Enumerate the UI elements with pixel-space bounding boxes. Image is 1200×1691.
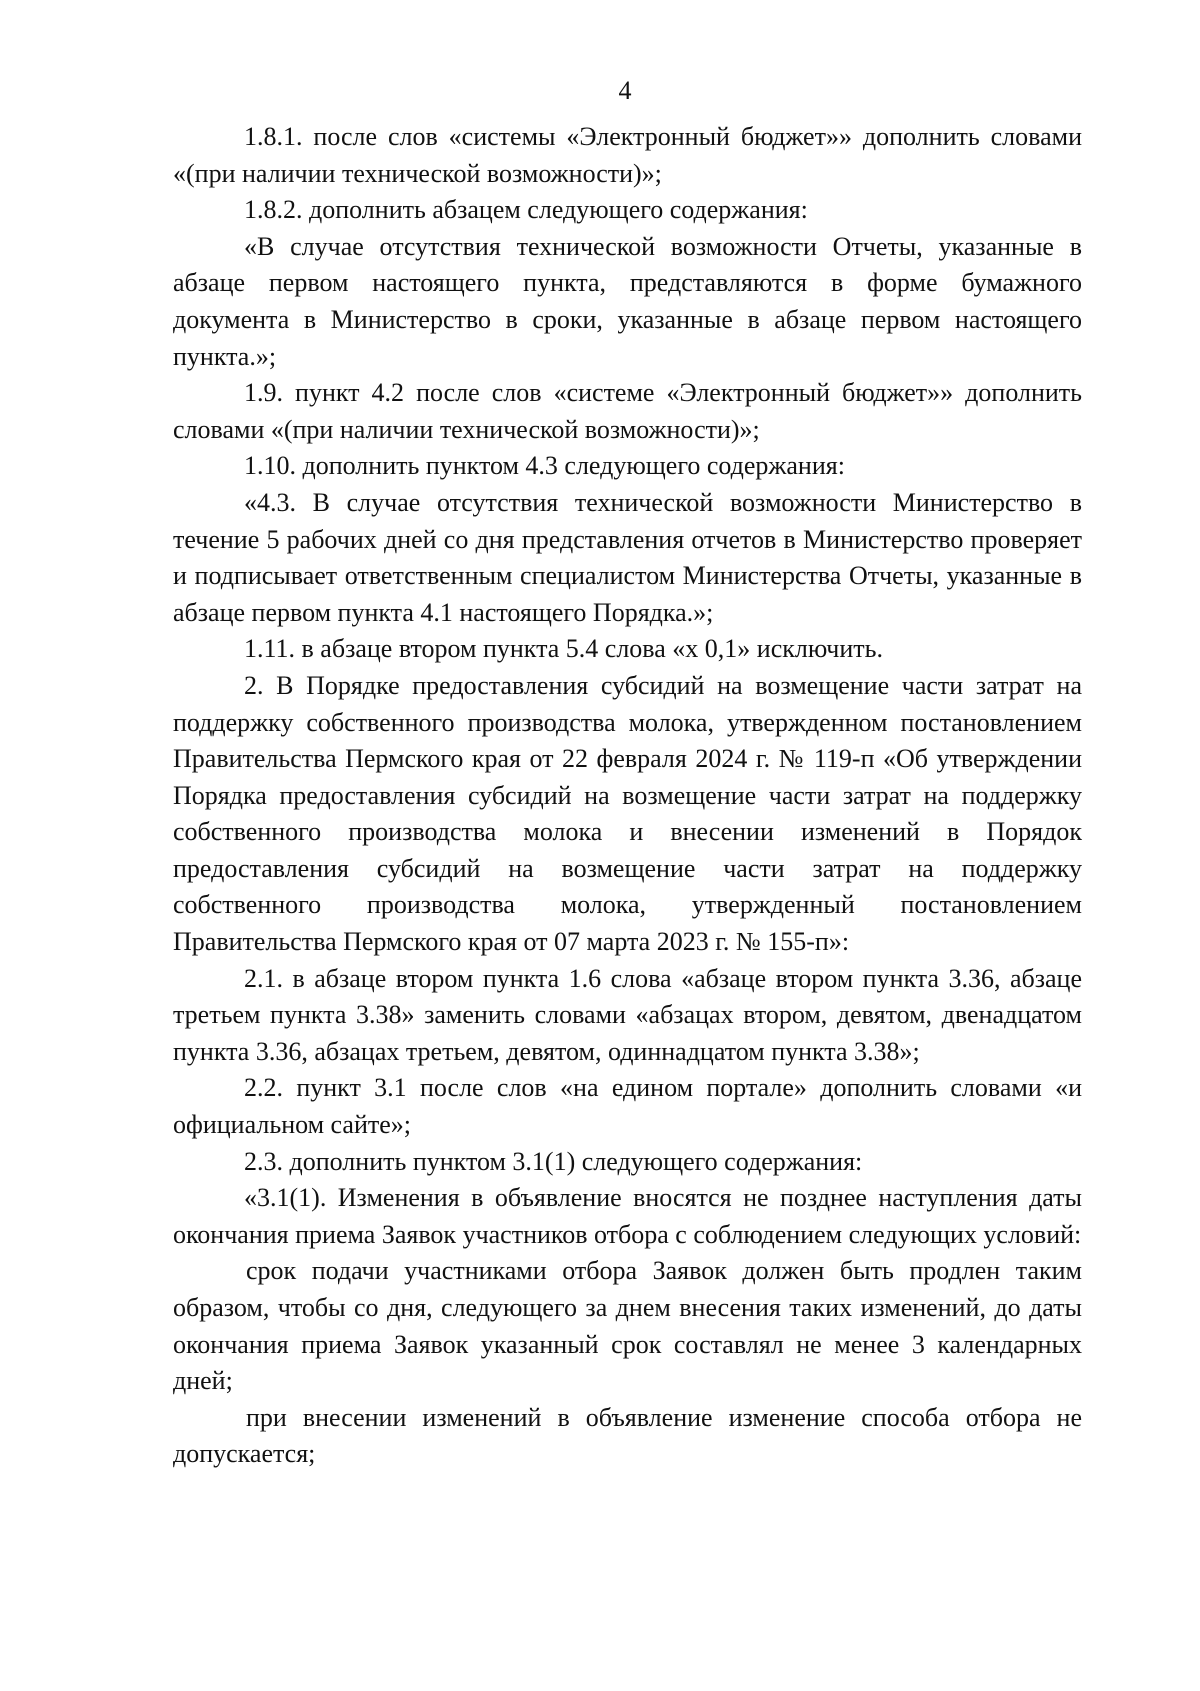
- paragraph-1-8-2-quote: «В случае отсутствия технической возможности Отчеты, указанные в абзаце первом настоящего пункта, представляются в форме бумажного документа в Министерство в сроки, указанные в абзаце первом настоящего пункта.»;: [173, 231, 1082, 371]
- paragraph-2-3: 2.3. дополнить пунктом 3.1(1) следующего содержания:: [244, 1146, 863, 1176]
- paragraph-1-8-2: 1.8.2. дополнить абзацем следующего содержания:: [244, 195, 808, 225]
- document-body: [173, 119, 1082, 1473]
- paragraph-4-3-quote: «4.3. В случае отсутствия технической возможности Министерство в течение 5 рабочих дней со дня представления отчетов в Министерство проверяет и подписывает ответственным специалистом Министерства Отчеты, указанные в абзаце первом пункта 4.1 настоящего Порядка.»;: [173, 487, 1082, 627]
- paragraph-3-1-1-quote: «3.1(1). Изменения в объявление вносятся не позднее наступления даты окончания приема Заявок участников отбора с соблюдением следующих условий:: [173, 1183, 1082, 1249]
- paragraph-2-2: 2.2. пункт 3.1 после слов «на едином портале» дополнить словами «и официальном сайте»;: [173, 1073, 1082, 1140]
- paragraph-condition-2: при внесении изменений в объявление изменение способа отбора не допускается;: [173, 1402, 1082, 1469]
- paragraph-condition-1: срок подачи участниками отбора Заявок должен быть продлен таким образом, чтобы со дня, следующего за днем внесения таких изменений, до даты окончания приема Заявок указанный срок составлял не менее 3 календарных дней;: [173, 1256, 1082, 1396]
- paragraph-1-11: 1.11. в абзаце втором пункта 5.4 слова «х 0,1» исключить.: [244, 634, 883, 664]
- paragraph-1-10: 1.10. дополнить пунктом 4.3 следующего содержания:: [244, 451, 845, 481]
- paragraph-2-1: 2.1. в абзаце втором пункта 1.6 слова «абзаце втором пункта 3.36, абзаце третьем пункта 3.38» заменить словами «абзацах втором, девятом, двенадцатом пункта 3.36, абзацах третьем, девятом, одиннадцатом пункта 3.38»;: [173, 963, 1082, 1066]
- page-number: 4: [618, 76, 632, 105]
- paragraph-2: 2. В Порядке предоставления субсидий на возмещение части затрат на поддержку собственного производства молока, утвержденном постановлением Правительства Пермского края от 22 февраля 2024 г. № 119-п «Об утверждении Порядка предоставления субсидий на возмещение части затрат на поддержку собственного производства молока и внесении изменений в Порядок предоставления субсидий на возмещение части затрат на поддержку собственного производства молока, утвержденный постановлением Правительства Пермского края от 07 марта 2023 г. № 155-п»:: [173, 670, 1082, 957]
- paragraph-1-9: 1.9. пункт 4.2 после слов «системе «Электронный бюджет»» дополнить словами «(при наличии технической возможности)»;: [173, 378, 1082, 444]
- paragraph-1-8-1: 1.8.1. после слов «системы «Электронный бюджет»» дополнить словами «(при наличии технической возможности)»;: [173, 122, 1082, 188]
